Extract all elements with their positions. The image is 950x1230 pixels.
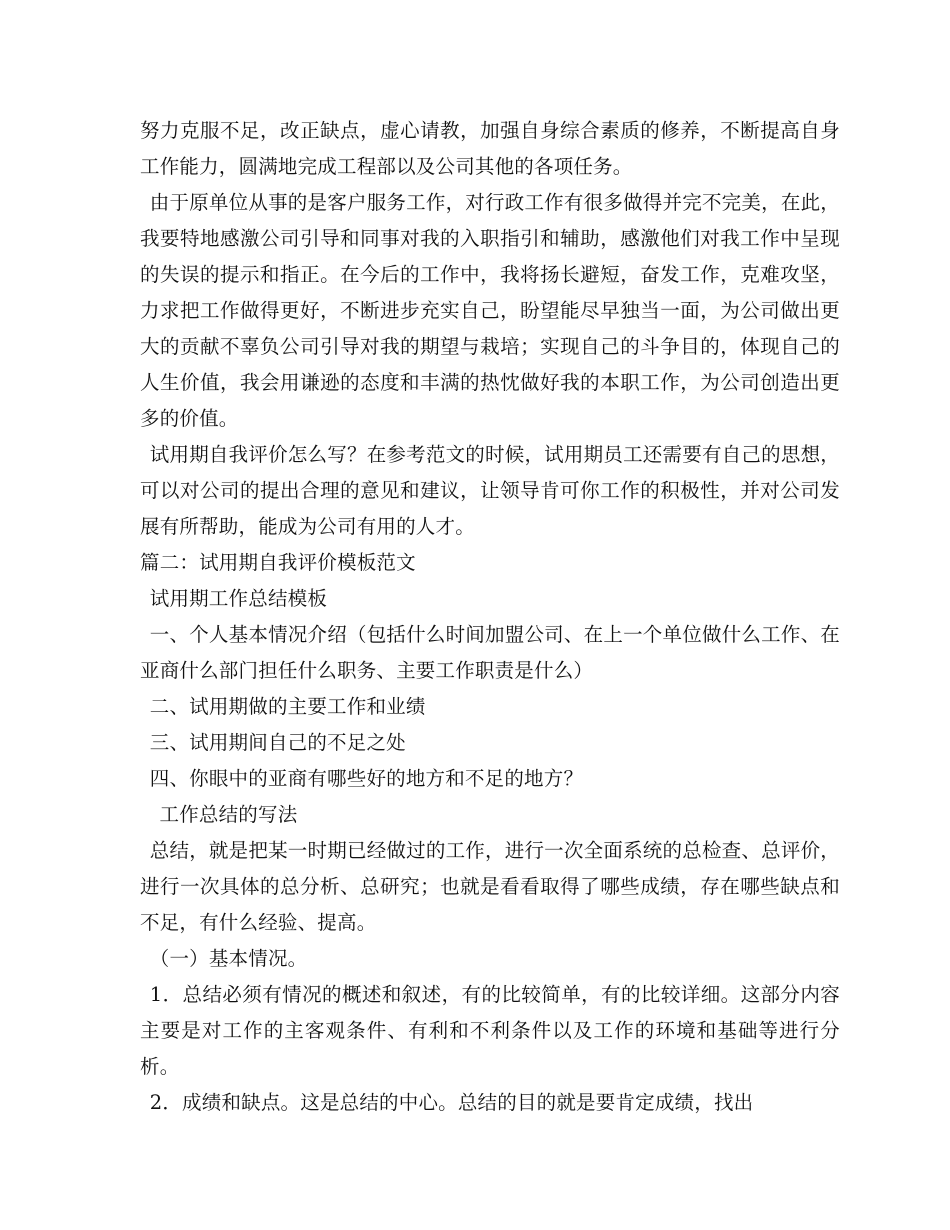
list-item-1: 一、个人基本情况介绍（包括什么时间加盟公司、在上一个单位做什么工作、在亚商什么部门担任什么职务、主要工作职责是什么） — [140, 623, 840, 682]
list-item-2: 二、试用期做的主要工作和业绩 — [149, 695, 426, 718]
subheading-writing: 工作总结的写法 — [159, 803, 298, 826]
paragraph-1: 努力克服不足，改正缺点，虚心请教，加强自身综合素质的修养，不断提高自身工作能力，圆满地完成工程部以及公司其他的各项任务。 — [140, 119, 840, 178]
paragraph-3: 试用期自我评价怎么写？在参考范文的时候，试用期员工还需要有自己的思想，可以对公司的提出合理的意见和建议，让领导肯可你工作的积极性，并对公司发展有所帮助，能成为公司有用的人才。 — [140, 443, 840, 538]
numbered-item-2: 2．成绩和缺点。这是总结的中心。总结的目的就是要肯定成绩，找出 — [149, 1091, 754, 1114]
document-body — [140, 113, 840, 1121]
paragraph-summary: 总结，就是把某一时期已经做过的工作，进行一次全面系统的总检查、总评价，进行一次具体的总分析、总研究；也就是看看取得了哪些成绩，存在哪些缺点和不足，有什么经验、提高。 — [140, 839, 840, 934]
list-item-3: 三、试用期间自己的不足之处 — [149, 731, 406, 754]
paragraph-2: 由于原单位从事的是客户服务工作，对行政工作有很多做得并完不完美，在此，我要特地感激公司引导和同事对我的入职指引和辅助，感激他们对我工作中呈现的失误的提示和指正。在今后的工作中，我将扬长避短，奋发工作，克难攻坚，力求把工作做得更好，不断进步充实自己，盼望能尽早独当一面，为公司做出更大的贡献不辜负公司引导对我的期望与栽培；实现自己的斗争目的，体现自己的人生价值，我会用谦逊的态度和丰满的热忱做好我的本职工作，为公司创造出更多的价值。 — [140, 191, 840, 430]
subheading-template: 试用期工作总结模板 — [149, 587, 328, 610]
list-item-4: 四、你眼中的亚商有哪些好的地方和不足的地方？ — [149, 767, 584, 790]
numbered-item-1: 1．总结必须有情况的概述和叙述，有的比较简单，有的比较详细。这部分内容主要是对工作的主客观条件、有利和不利条件以及工作的环境和基础等进行分析。 — [140, 983, 840, 1078]
section-heading-2: 篇二：试用期自我评价模板范文 — [140, 551, 416, 574]
subheading-basic: （一）基本情况。 — [149, 947, 308, 970]
